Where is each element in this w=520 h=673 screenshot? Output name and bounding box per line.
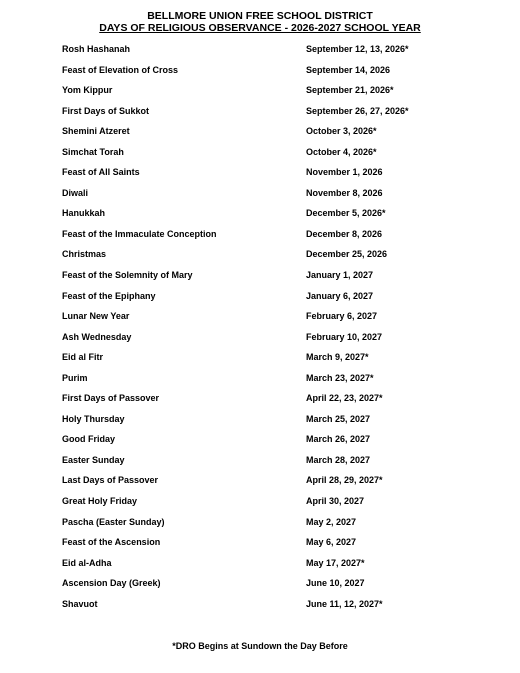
observance-row (62, 228, 462, 249)
observance-date: December 8, 2026 (306, 228, 383, 239)
observance-date: May 2, 2027 (306, 516, 357, 527)
observance-row (62, 331, 462, 352)
observance-row (62, 392, 462, 413)
observance-row (62, 372, 462, 393)
observance-date: March 28, 2027 (306, 454, 371, 465)
observance-date: March 25, 2027 (306, 413, 371, 424)
observance-date: November 1, 2026 (306, 167, 383, 178)
observance-date: March 23, 2027* (306, 372, 374, 383)
observance-name: Last Days of Passover (62, 475, 159, 486)
observance-name: Ascension Day (Greek) (62, 578, 161, 589)
observance-row (62, 516, 462, 537)
observance-date: February 10, 2027 (306, 331, 383, 342)
observance-date: October 3, 2026* (306, 126, 377, 137)
observance-name: First Days of Sukkot (62, 105, 150, 116)
district-name: BELLMORE UNION FREE SCHOOL DISTRICT (147, 10, 373, 22)
observance-row (62, 84, 462, 105)
observance-name: Hanukkah (62, 208, 106, 219)
observance-date: April 22, 23, 2027* (306, 393, 383, 404)
observance-name: Good Friday (62, 434, 116, 445)
observance-row (62, 557, 462, 578)
observance-name: Simchat Torah (62, 146, 124, 157)
observance-row (62, 536, 462, 557)
observance-name: Purim (62, 372, 88, 383)
observance-date: April 28, 29, 2027* (306, 475, 383, 486)
observance-name: Shavuot (62, 598, 98, 609)
observance-row (62, 43, 462, 64)
observance-name: Feast of the Epiphany (62, 290, 156, 301)
observance-row (62, 64, 462, 85)
observance-date: May 6, 2027 (306, 537, 357, 548)
observance-row (62, 413, 462, 434)
observance-date: December 25, 2026 (306, 249, 388, 260)
observance-row (62, 125, 462, 146)
observance-date: March 26, 2027 (306, 434, 371, 445)
observance-date: April 30, 2027 (306, 496, 365, 507)
observance-name: Feast of Elevation of Cross (62, 64, 179, 75)
observance-list (62, 43, 462, 618)
observance-name: Rosh Hashanah (62, 44, 131, 54)
observance-name: Great Holy Friday (62, 496, 138, 507)
observance-row (62, 495, 462, 516)
observance-date: January 1, 2027 (306, 270, 374, 281)
observance-date: March 9, 2027* (306, 352, 369, 363)
observance-row (62, 166, 462, 187)
observance-date: September 12, 13, 2026* (306, 44, 409, 54)
observance-date: January 6, 2027 (306, 290, 374, 301)
observance-name: Easter Sunday (62, 454, 125, 465)
observance-date: December 5, 2026* (306, 208, 386, 219)
observance-date: September 21, 2026* (306, 85, 394, 96)
observance-row (62, 310, 462, 331)
observance-date: October 4, 2026* (306, 146, 377, 157)
observance-name: Holy Thursday (62, 413, 125, 424)
observance-date: September 14, 2026 (306, 64, 391, 75)
observance-date: February 6, 2027 (306, 311, 378, 322)
document-title: DAYS OF RELIGIOUS OBSERVANCE - 2026-2027 SCHOOL YEAR (99, 21, 421, 34)
observance-name: Feast of the Solemnity of Mary (62, 270, 193, 281)
observance-name: Feast of All Saints (62, 167, 140, 178)
observance-date: June 10, 2027 (306, 578, 365, 589)
document-header (0, 11, 520, 34)
observance-name: Lunar New Year (62, 311, 130, 322)
observance-name: Eid al Fitr (62, 352, 104, 363)
observance-row (62, 248, 462, 269)
observance-name: Ash Wednesday (62, 331, 132, 342)
observance-row (62, 269, 462, 290)
observance-row (62, 351, 462, 372)
observance-date: September 26, 27, 2026* (306, 105, 409, 116)
observance-row (62, 433, 462, 454)
observance-name: Yom Kippur (62, 85, 113, 96)
observance-row (62, 577, 462, 598)
observance-row (62, 207, 462, 228)
observance-date: June 11, 12, 2027* (306, 598, 383, 609)
observance-row (62, 454, 462, 475)
observance-name: Eid al-Adha (62, 557, 112, 568)
observance-name: First Days of Passover (62, 393, 160, 404)
observance-row (62, 474, 462, 495)
observance-row (62, 290, 462, 311)
observance-row (62, 105, 462, 126)
observance-name: Christmas (62, 249, 107, 260)
observance-name: Diwali (62, 187, 89, 198)
observance-name: Pascha (Easter Sunday) (62, 516, 165, 527)
observance-row (62, 146, 462, 167)
observance-date: November 8, 2026 (306, 187, 383, 198)
observance-name: Feast of the Immaculate Conception (62, 228, 217, 239)
footnote: *DRO Begins at Sundown the Day Before (172, 641, 348, 651)
observance-date: May 17, 2027* (306, 557, 365, 568)
observance-row (62, 598, 462, 619)
observance-row (62, 187, 462, 208)
observance-name: Shemini Atzeret (62, 126, 130, 137)
observance-name: Feast of the Ascension (62, 537, 161, 548)
